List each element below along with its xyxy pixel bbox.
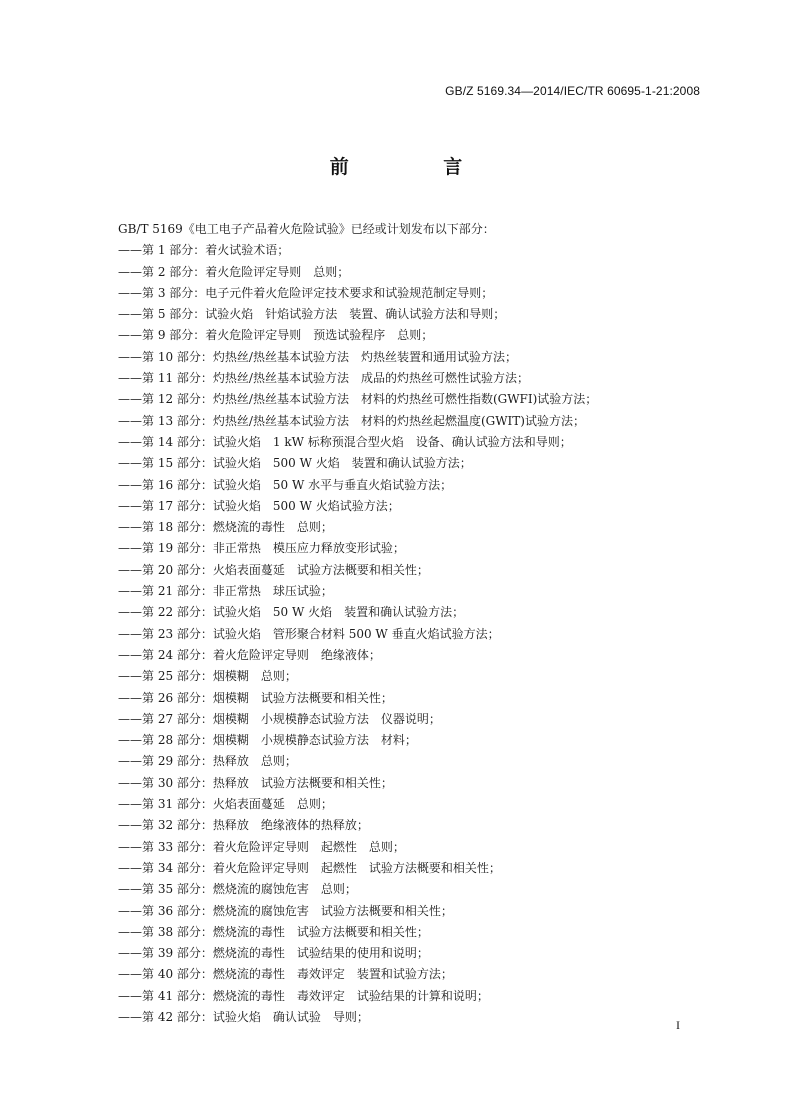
list-item: ——第 35 部分：燃烧流的腐蚀危害 总则；	[118, 882, 357, 897]
list-item: ——第 17 部分：试验火焰 500 W 火焰试验方法；	[118, 498, 400, 513]
parts-list	[118, 240, 718, 1028]
list-item: ——第 20 部分：火焰表面蔓延 试验方法概要和相关性；	[118, 562, 429, 577]
list-item: ——第 31 部分：火焰表面蔓延 总则；	[118, 797, 333, 812]
list-item: ——第 9 部分：着火危险评定导则 预选试验程序 总则；	[118, 328, 434, 343]
list-item: ——第 2 部分：着火危险评定导则 总则；	[118, 264, 350, 279]
list-item: ——第 40 部分：燃烧流的毒性 毒效评定 装置和试验方法；	[118, 967, 453, 982]
list-item: ——第 11 部分：灼热丝/热丝基本试验方法 成品的灼热丝可燃性试验方法；	[118, 371, 529, 386]
list-item: ——第 36 部分：燃烧流的腐蚀危害 试验方法概要和相关性；	[118, 903, 453, 918]
list-item: ——第 33 部分：着火危险评定导则 起燃性 总则；	[118, 839, 405, 854]
list-item: ——第 32 部分：热释放 绝缘液体的热释放；	[118, 818, 369, 833]
foreword-body	[118, 219, 718, 1028]
standard-code: GB/Z 5169.34—2014/IEC/TR 60695-1-21:2008	[445, 84, 700, 98]
list-item: ——第 5 部分：试验火焰 针焰试验方法 装置、确认试验方法和导则；	[118, 307, 506, 322]
list-item: ——第 22 部分：试验火焰 50 W 火焰 装置和确认试验方法；	[118, 605, 465, 620]
list-item: ——第 16 部分：试验火焰 50 W 水平与垂直火焰试验方法；	[118, 477, 453, 492]
list-item: ——第 29 部分：热释放 总则；	[118, 754, 297, 769]
list-item: ——第 13 部分：灼热丝/热丝基本试验方法 材料的灼热丝起燃温度(GWIT)试验方法；	[118, 413, 585, 428]
list-item: ——第 12 部分：灼热丝/热丝基本试验方法 材料的灼热丝可燃性指数(GWFI)试验方法；	[118, 392, 598, 407]
list-item: ——第 30 部分：热释放 试验方法概要和相关性；	[118, 775, 393, 790]
list-item: ——第 24 部分：着火危险评定导则 绝缘液体；	[118, 647, 381, 662]
list-item: ——第 27 部分：烟模糊 小规模静态试验方法 仪器说明；	[118, 711, 441, 726]
list-item: ——第 26 部分：烟模糊 试验方法概要和相关性；	[118, 690, 393, 705]
list-item: ——第 34 部分：着火危险评定导则 起燃性 试验方法概要和相关性；	[118, 860, 501, 875]
list-item: ——第 28 部分：烟模糊 小规模静态试验方法 材料；	[118, 733, 417, 748]
list-item: ——第 41 部分：燃烧流的毒性 毒效评定 试验结果的计算和说明；	[118, 988, 489, 1003]
list-item: ——第 14 部分：试验火焰 1 kW 标称预混合型火焰 设备、确认试验方法和导则；	[118, 434, 572, 449]
list-item: ——第 10 部分：灼热丝/热丝基本试验方法 灼热丝装置和通用试验方法；	[118, 349, 517, 364]
list-item: ——第 38 部分：燃烧流的毒性 试验方法概要和相关性；	[118, 924, 429, 939]
page-number: I	[676, 1018, 680, 1032]
page-title: 前 言	[329, 156, 507, 178]
list-item: ——第 18 部分：燃烧流的毒性 总则；	[118, 520, 333, 535]
list-item: ——第 42 部分：试验火焰 确认试验 导则；	[118, 1009, 369, 1024]
intro-paragraph: GB/T 5169《电工电子产品着火危险试验》已经或计划发布以下部分：	[118, 222, 495, 236]
list-item: ——第 15 部分：试验火焰 500 W 火焰 装置和确认试验方法；	[118, 456, 472, 471]
list-item: ——第 3 部分：电子元件着火危险评定技术要求和试验规范制定导则；	[118, 285, 494, 300]
list-item: ——第 25 部分：烟模糊 总则；	[118, 669, 297, 684]
list-item: ——第 1 部分：着火试验术语；	[118, 243, 290, 258]
list-item: ——第 23 部分：试验火焰 管形聚合材料 500 W 垂直火焰试验方法；	[118, 626, 500, 641]
list-item: ——第 39 部分：燃烧流的毒性 试验结果的使用和说明；	[118, 946, 429, 961]
list-item: ——第 19 部分：非正常热 模压应力释放变形试验；	[118, 541, 405, 556]
list-item: ——第 21 部分：非正常热 球压试验；	[118, 584, 333, 599]
